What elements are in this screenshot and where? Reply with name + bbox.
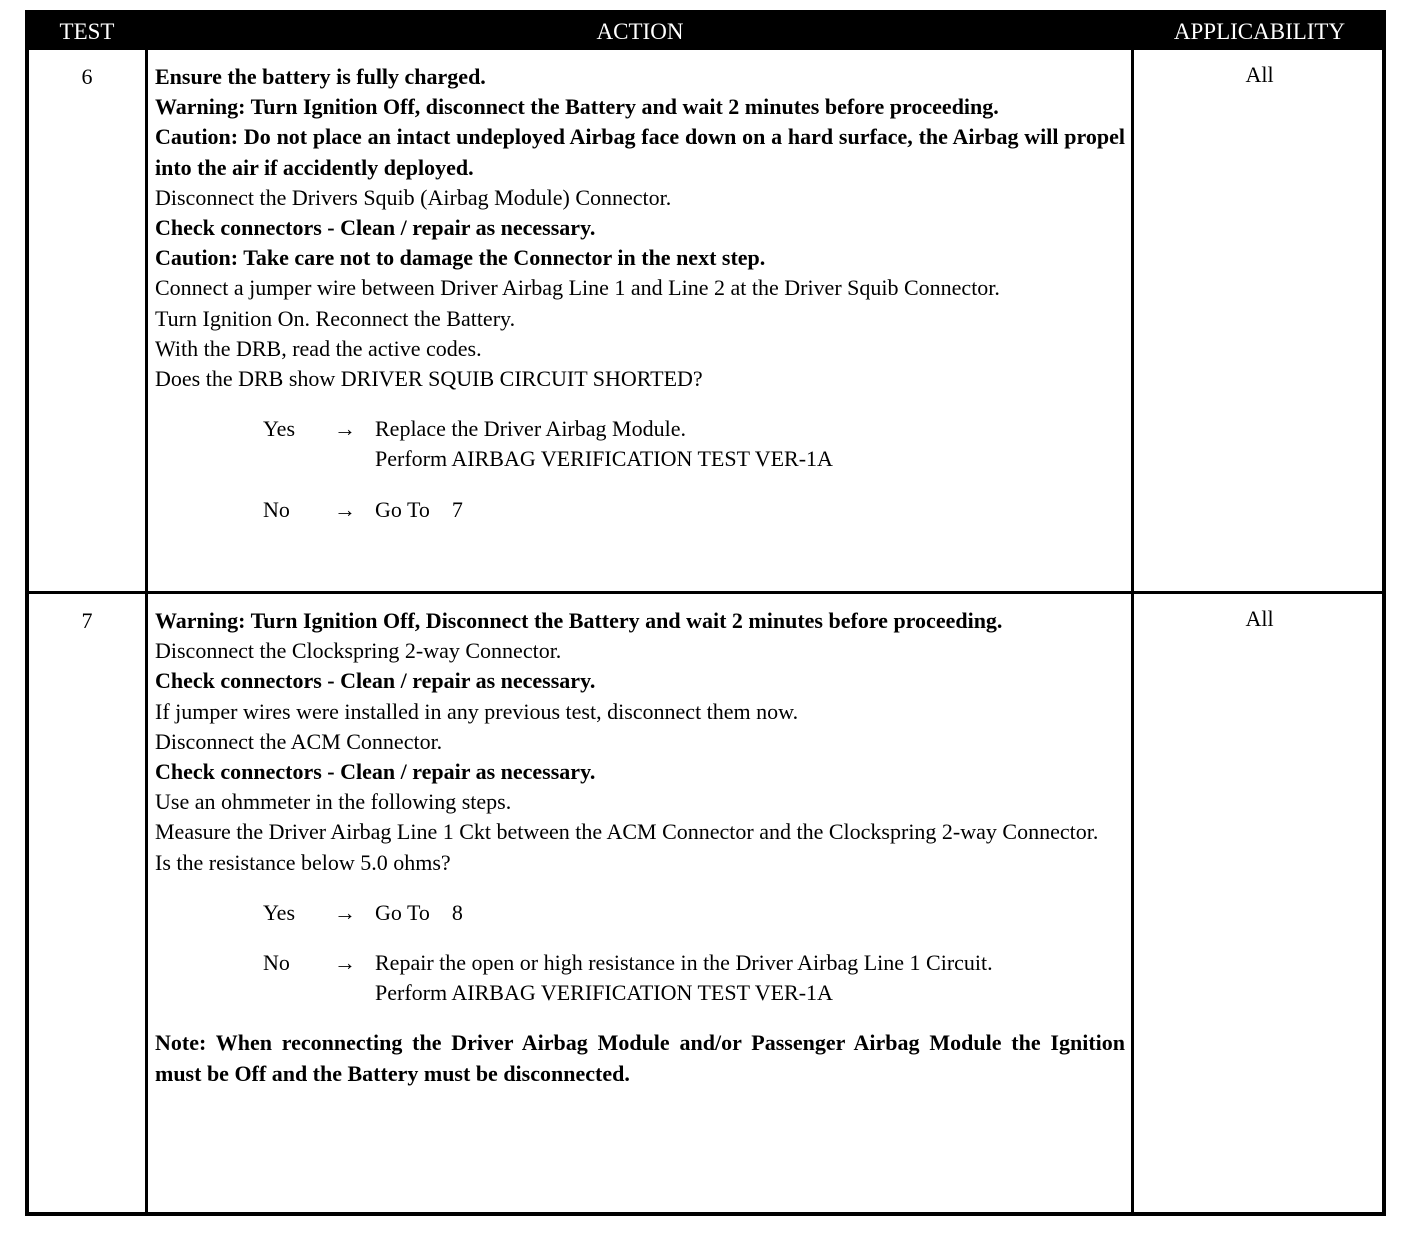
- applicability-value: All: [1245, 62, 1274, 87]
- warning-line: Warning: Turn Ignition Off, Disconnect the Battery and wait 2 minutes before proceeding.: [155, 608, 1003, 633]
- no-result: Perform AIRBAG VERIFICATION TEST VER-1A: [375, 980, 833, 1006]
- instruction-line: Measure the Driver Airbag Line 1 Ckt between the ACM Connector and the Clockspring 2-way Connector.: [155, 819, 1099, 845]
- diagnostic-test-table: [25, 10, 1386, 1216]
- header-test: TEST: [59, 19, 115, 44]
- test-number: 6: [81, 64, 93, 89]
- row-divider: [29, 591, 1382, 594]
- instruction-line: Connect a jumper wire between Driver Airbag Line 1 and Line 2 at the Driver Squib Connector.: [155, 275, 1000, 301]
- yes-answer: [155, 414, 1125, 474]
- instruction-line: Turn Ignition On. Reconnect the Battery.: [155, 305, 516, 331]
- check-line: Check connectors - Clean / repair as necessary.: [155, 668, 596, 694]
- action-cell: [155, 606, 1125, 1089]
- check-line: Check connectors - Clean / repair as necessary.: [155, 759, 596, 785]
- no-answer: [155, 495, 1125, 525]
- action-cell: [155, 62, 1125, 525]
- yes-result: Replace the Driver Airbag Module.: [375, 416, 686, 442]
- instruction-line: With the DRB, read the active codes.: [155, 335, 482, 361]
- instruction-line: Use an ohmmeter in the following steps.: [155, 789, 512, 815]
- no-result: Repair the open or high resistance in the Driver Airbag Line 1 Circuit.: [375, 950, 993, 976]
- warning-line: Warning: Turn Ignition Off, disconnect the Battery and wait 2 minutes before proceeding.: [155, 94, 999, 120]
- header-action: ACTION: [596, 19, 684, 44]
- note-text: Note: When reconnecting the Driver Airbag Module and/or Passenger Airbag Module the Ignition must be Off and the Battery must be disconnected.: [155, 1030, 1125, 1086]
- column-divider: [145, 50, 148, 1212]
- question-line: Is the resistance below 5.0 ohms?: [155, 849, 451, 875]
- instruction-line: If jumper wires were installed in any previous test, disconnect them now.: [155, 698, 799, 724]
- test-number: 7: [81, 608, 93, 633]
- caution-line: Caution: Do not place an intact undeployed Airbag face down on a hard surface, the Airbag will propel into the air if accidently deployed.: [155, 124, 1125, 180]
- instruction-line: Disconnect the ACM Connector.: [155, 728, 443, 754]
- arrow-icon: →: [334, 496, 356, 522]
- no-answer: [155, 948, 1125, 1008]
- yes-label: Yes: [263, 416, 296, 442]
- question-line: Does the DRB show DRIVER SQUIB CIRCUIT SHORTED?: [155, 366, 703, 392]
- yes-result: Go To 8: [375, 899, 463, 925]
- check-line: Check connectors - Clean / repair as necessary.: [155, 215, 596, 241]
- instruction-line: Ensure the battery is fully charged.: [155, 64, 486, 89]
- arrow-icon: →: [334, 416, 356, 442]
- yes-answer: [155, 898, 1125, 928]
- column-divider: [1131, 50, 1134, 1212]
- table-header: [29, 14, 1382, 50]
- arrow-icon: →: [334, 950, 356, 976]
- no-result: Go To 7: [375, 496, 463, 522]
- arrow-icon: →: [334, 899, 356, 925]
- yes-label: Yes: [263, 899, 296, 925]
- instruction-line: Disconnect the Drivers Squib (Airbag Module) Connector.: [155, 184, 672, 210]
- no-label: No: [263, 950, 290, 976]
- no-label: No: [263, 496, 290, 522]
- header-applicability: APPLICABILITY: [1173, 19, 1346, 44]
- yes-result: Perform AIRBAG VERIFICATION TEST VER-1A: [375, 446, 833, 472]
- instruction-line: Disconnect the Clockspring 2-way Connector.: [155, 638, 562, 664]
- caution-line: Caution: Take care not to damage the Connector in the next step.: [155, 245, 766, 271]
- applicability-value: All: [1245, 606, 1274, 631]
